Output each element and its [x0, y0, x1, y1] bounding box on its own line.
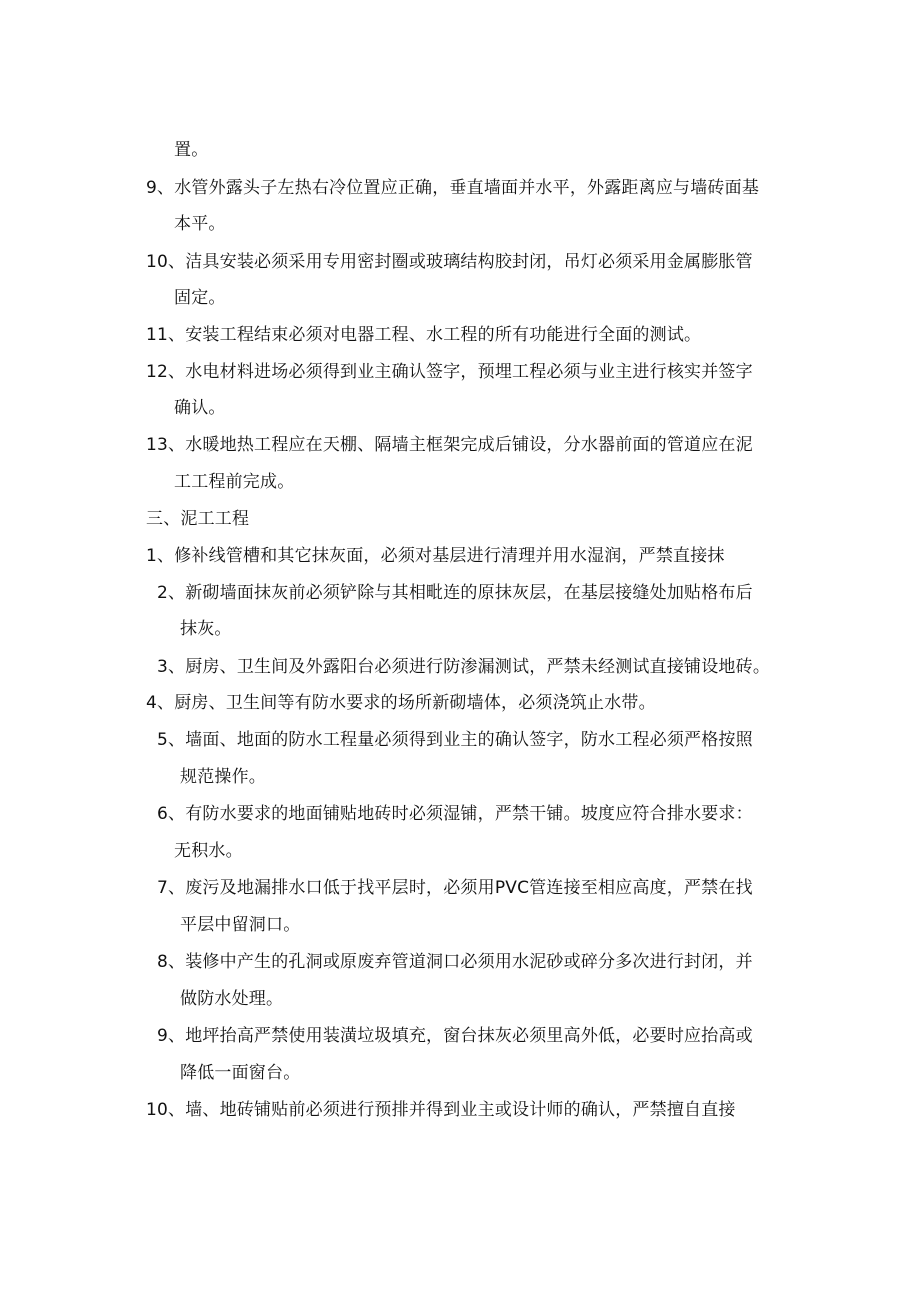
text-line: 确认。 [174, 398, 226, 418]
text-line: 固定。 [174, 288, 226, 308]
list-item-5: 5、墙面、地面的防水工程量必须得到业主的确认签字，防水工程必须严格按照 [157, 730, 753, 750]
text-line: 规范操作。 [180, 767, 266, 787]
list-item-7: 7、废污及地漏排水口低于找平层时，必须用PVC管连接至相应高度，严禁在找 [157, 878, 753, 898]
text-line: 抹灰。 [180, 619, 232, 639]
list-item-10b: 10、墙、地砖铺贴前必须进行预排并得到业主或设计师的确认，严禁擅自直接 [146, 1100, 736, 1120]
text-line: 本平。 [174, 214, 226, 234]
text-line: 降低一面窗台。 [180, 1063, 301, 1083]
text-line: 平层中留洞口。 [180, 915, 301, 935]
text-line: 无积水。 [174, 841, 243, 861]
text-line: 做防水处理。 [180, 989, 284, 1009]
list-item-13: 13、水暖地热工程应在天棚、隔墙主框架完成后铺设，分水器前面的管道应在泥 [146, 435, 753, 455]
section-heading: 三、泥工工程 [146, 509, 250, 529]
list-item-2: 2、新砌墙面抹灰前必须铲除与其相毗连的原抹灰层，在基层接缝处加贴格布后 [157, 583, 753, 603]
list-item-6: 6、有防水要求的地面铺贴地砖时必须湿铺，严禁干铺。坡度应符合排水要求： [157, 804, 753, 824]
list-item-9b: 9、地坪抬高严禁使用装潢垃圾填充，窗台抹灰必须里高外低，必要时应抬高或 [157, 1026, 753, 1046]
text-line: 工工程前完成。 [174, 472, 295, 492]
list-item-10: 10、洁具安装必须采用专用密封圈或玻璃结构胶封闭，吊灯必须采用金属膨胀管 [146, 252, 753, 272]
list-item-11: 11、安装工程结束必须对电器工程、水工程的所有功能进行全面的测试。 [146, 325, 702, 345]
list-item-3: 3、厨房、卫生间及外露阳台必须进行防渗漏测试，严禁未经测试直接铺设地砖。 [157, 657, 771, 677]
list-item-8: 8、装修中产生的孔洞或原废弃管道洞口必须用水泥砂或碎分多次进行封闭，并 [157, 952, 753, 972]
list-item-1: 1、修补线管槽和其它抹灰面，必须对基层进行清理并用水湿润，严禁直接抹 [146, 546, 725, 566]
list-item-12: 12、水电材料进场必须得到业主确认签字，预埋工程必须与业主进行核实并签字 [146, 362, 753, 382]
list-item-4: 4、厨房、卫生间等有防水要求的场所新砌墙体，必须浇筑止水带。 [146, 693, 656, 713]
list-item-9: 9、水管外露头子左热右冷位置应正确，垂直墙面并水平，外露距离应与墙砖面基 [146, 178, 760, 198]
text-line: 置。 [174, 140, 209, 160]
